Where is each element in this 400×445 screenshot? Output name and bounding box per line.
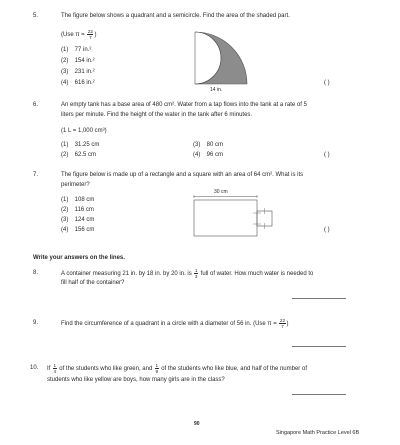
q7-answer-paren: ( ) xyxy=(324,227,330,233)
q5-quadrant-figure xyxy=(190,30,250,90)
q7-option-1: (1) 108 cm xyxy=(61,197,95,203)
q8-answer-line[interactable] xyxy=(292,298,346,299)
q7-text-line1: The figure below is made up of a rectangle and a square with an area of 64 cm². What is its xyxy=(61,172,304,178)
q10-text-line1: If $\frac{1}{4}$ of the students who like green, and $\frac{1}{9}$ of the students who like blue, and half of the number of xyxy=(47,363,307,374)
q6-option-2: (2) 62.5 cm xyxy=(61,152,97,158)
q7-option-4: (4) 156 cm xyxy=(61,227,95,233)
q6-answer-paren: ( ) xyxy=(324,152,330,158)
q8-text-line2: fill half of the container? xyxy=(61,280,125,286)
q5-text: The figure below shows a quadrant and a semicircle. Find the area of the shaded part. xyxy=(61,13,290,19)
q5-option-3: (3) 231 in.² xyxy=(61,69,95,75)
q7-option-2: (2) 116 cm xyxy=(61,207,94,213)
q5-option-4: (4) 616 in.² xyxy=(61,80,95,86)
q10-number: 10. xyxy=(30,365,39,371)
q6-number: 6. xyxy=(33,102,39,108)
q7-number: 7. xyxy=(33,172,39,178)
section-heading: Write your answers on the lines. xyxy=(33,255,125,261)
q7-text-line2: perimeter? xyxy=(61,182,90,188)
q6-option-1: (1) 31.25 cm xyxy=(61,142,100,148)
page-number: 90 xyxy=(194,421,200,427)
q5-answer-paren: ( ) xyxy=(324,80,330,86)
q10-answer-line[interactable] xyxy=(292,394,346,395)
q7-option-3: (3) 124 cm xyxy=(61,217,95,223)
q5-option-1: (1) 77 in.² xyxy=(61,47,92,53)
q5-figure-label: 14 in. xyxy=(210,87,223,93)
q5-number: 5. xyxy=(33,13,39,19)
q10-text-line2: students who like yellow are boys, how many girls are in the class? xyxy=(47,377,225,383)
book-title: Singapore Math Practice Level 6B xyxy=(276,430,360,436)
q7-figure-label: 30 cm xyxy=(214,189,228,195)
q5-use-pi: (Use π = $\frac{22}{7}$ ) xyxy=(61,29,97,40)
q6-text-line2: liters per minute. Find the height of the water in the tank after 6 minutes. xyxy=(61,112,253,118)
q6-option-4: (4) 96 cm xyxy=(193,152,224,158)
q9-answer-line[interactable] xyxy=(292,346,346,347)
q9-text: Find the circumference of a quadrant in a circle with a diameter of 56 in. (Use π = $\frac{22}{7}$ ) xyxy=(61,318,289,329)
q8-text-line1: A container measuring 21 in. by 18 in. by 20 in. is $\frac{1}{3}$ full of water. How much water is needed to xyxy=(61,268,314,279)
q8-number: 8. xyxy=(33,270,39,276)
q5-option-2: (2) 154 in.² xyxy=(61,58,95,64)
q6-option-3: (3) 80 cm xyxy=(193,142,224,148)
q9-number: 9. xyxy=(33,320,39,326)
q6-conversion: (1 L = 1,000 cm³) xyxy=(61,128,107,134)
q6-text-line1: An empty tank has a base area of 480 cm². Water from a tap flows into the tank at a rate of 5 xyxy=(61,102,307,108)
q7-rectangle-square-figure xyxy=(193,195,283,240)
